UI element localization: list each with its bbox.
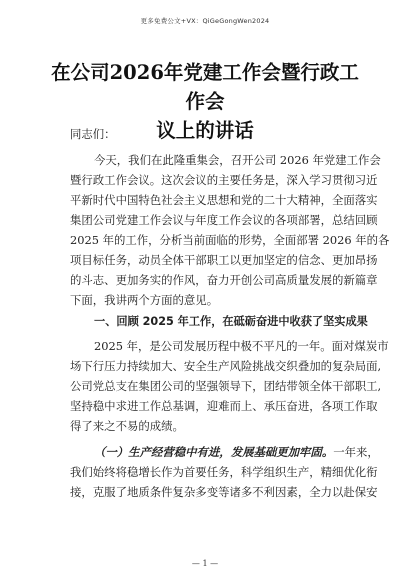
header-note: 更多免费公文+VX：QiGeGongWen2024	[140, 17, 270, 25]
paragraph-1-line: 的斗志、更加务实的作风，奋力开创公司高质量发展的新篇章	[70, 273, 378, 287]
title-line-1: 在公司2026年党建工作会暨行政工作会	[51, 61, 359, 113]
page-number: — 1 —	[191, 559, 219, 568]
title-line-2: 议上的讲话	[156, 119, 254, 142]
paragraph-2-line: 坚持稳中求进工作总基调，迎难而上、承压奋进，各项工作取	[70, 399, 378, 413]
greeting: 同志们：	[70, 127, 116, 141]
paragraph-1-line: 平新时代中国特色社会主义思想和党的二十大精神，全面落实	[70, 193, 378, 207]
paragraph-1-line: 暨行政工作会议。这次会议的主要任务是，深入学习贯彻习近	[70, 173, 378, 187]
paragraph-3-line: 接，克服了地质条件复杂多变等诸多不利因素，全力以赴保安	[70, 485, 378, 499]
paragraph-3-lead-rest: 一年来，	[333, 445, 379, 459]
paragraph-1-line: 今天，我们在此隆重集会，召开公司 2026 年党建工作会	[94, 153, 381, 167]
paragraph-3-first-line	[70, 442, 379, 462]
paragraph-3-line: 我们始终将稳增长作为首要任务，科学组织生产，精细优化衔	[70, 465, 378, 479]
paragraph-2-line: 2025 年，是公司发展历程中极不平凡的一年。面对煤炭市	[94, 339, 389, 353]
paragraph-1	[70, 150, 390, 310]
paragraph-2-line: 公司党总支在集团公司的坚强领导下，团结带领全体干部职工,	[70, 379, 382, 393]
subsection-1-heading: （一）生产经营稳中有进，发展基础更加牢固。	[94, 445, 334, 459]
paragraph-2-line: 场下行压力持续加大、安全生产风险挑战交织叠加的复杂局面,	[70, 359, 382, 373]
paragraph-2	[70, 336, 389, 436]
paragraph-1-line: 2025 年的工作，分析当前面临的形势，全面部署 2026 年的各	[70, 233, 390, 247]
paragraph-1-line: 项目标任务，动员全体干部职工以更加坚定的信念、更加昂扬	[70, 253, 378, 267]
section-1-heading: 一、回顾 2025 年工作，在砥砺奋进中收获了坚实成果	[94, 315, 368, 328]
paragraph-1-line: 集团公司党建工作会议与年度工作会议的各项部署，总结回顾	[70, 213, 378, 227]
paragraph-3	[70, 442, 379, 502]
paragraph-2-line: 得了来之不易的成绩。	[70, 419, 184, 433]
paragraph-1-line: 下面，我讲两个方面的意见。	[70, 293, 219, 307]
